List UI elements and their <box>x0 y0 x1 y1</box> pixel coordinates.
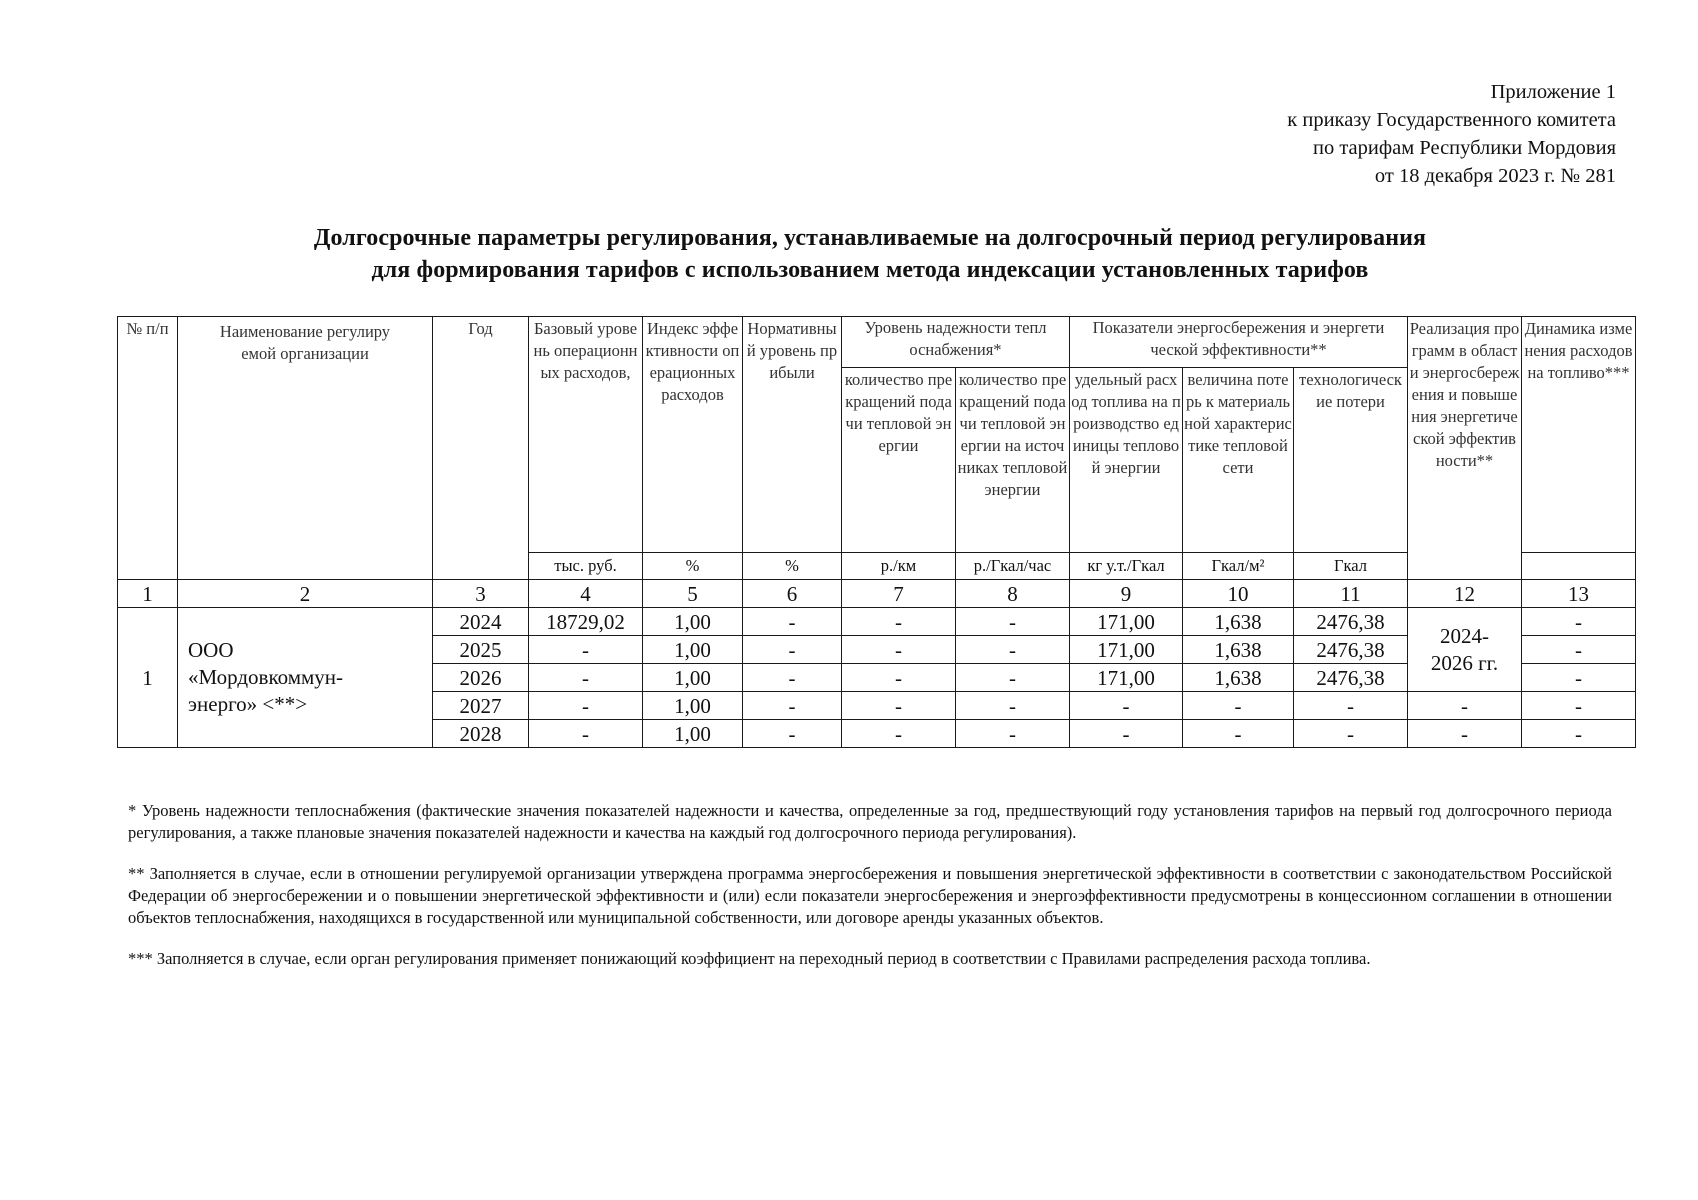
header-energy-sub-1: удельный расход топлива на производство единицы тепловой энергии <box>1070 368 1183 553</box>
col-num: 8 <box>956 580 1070 608</box>
header-energy-sub-3: технологические потери <box>1294 368 1408 553</box>
col-num: 7 <box>842 580 956 608</box>
organization-line-1: ООО <box>188 638 234 662</box>
cell-losses: 1,638 <box>1183 636 1294 664</box>
footnotes <box>128 800 1612 989</box>
row-number: 1 <box>118 608 178 748</box>
appendix-line-3: по тарифам Республики Мордовия <box>1312 137 1616 159</box>
cell-profit: - <box>743 636 842 664</box>
cell-fuel-dynamics: - <box>1522 664 1636 692</box>
cell-losses: 1,638 <box>1183 608 1294 636</box>
col-num: 13 <box>1522 580 1636 608</box>
col-num: 11 <box>1294 580 1408 608</box>
cell-efficiency-index: 1,00 <box>643 636 743 664</box>
cell-efficiency-index: 1,00 <box>643 720 743 748</box>
cell-fuel-dynamics: - <box>1522 636 1636 664</box>
cell-reliability-1: - <box>842 608 956 636</box>
cell-reliability-2: - <box>956 720 1070 748</box>
cell-base-opex: - <box>529 664 643 692</box>
table-row <box>118 608 1636 636</box>
cell-fuel-rate: 171,00 <box>1070 608 1183 636</box>
cell-fuel-rate: - <box>1070 692 1183 720</box>
footnote-fuel: *** Заполняется в случае, если орган регулирования применяет понижающий коэффициент на переходный период в соответствии с Правилами распределения расхода топлива. <box>128 949 1371 968</box>
cell-reliability-2: - <box>956 608 1070 636</box>
header-fuel-dynamics: Динамика изменения расходов на топливо*** <box>1522 317 1636 553</box>
organization-line-2: «Мордовкоммун- <box>188 665 344 689</box>
header-programs: Реализация программ в области энергосбережения и повышения энергетической эффективности** <box>1408 317 1522 580</box>
cell-year: 2026 <box>433 664 529 692</box>
cell-profit: - <box>743 664 842 692</box>
cell-reliability-2: - <box>956 692 1070 720</box>
cell-losses: - <box>1183 720 1294 748</box>
cell-reliability-1: - <box>842 664 956 692</box>
cell-efficiency-index: 1,00 <box>643 692 743 720</box>
parameters-table <box>117 316 1636 748</box>
col-num: 3 <box>433 580 529 608</box>
cell-profit: - <box>743 720 842 748</box>
program-period-line-2: 2026 гг. <box>1430 650 1499 675</box>
cell-reliability-2: - <box>956 664 1070 692</box>
col-num: 10 <box>1183 580 1294 608</box>
col-num: 6 <box>743 580 842 608</box>
unit-fuel-empty <box>1522 553 1636 580</box>
header-row-1 <box>118 317 1636 368</box>
cell-year: 2024 <box>433 608 529 636</box>
cell-profit: - <box>743 608 842 636</box>
cell-year: 2028 <box>433 720 529 748</box>
unit-efficiency-index: % <box>643 553 743 580</box>
header-reliability-sub-1: количество прекращений подачи тепловой энергии <box>842 368 956 553</box>
cell-fuel-rate: 171,00 <box>1070 636 1183 664</box>
col-num: 1 <box>118 580 178 608</box>
cell-tech-losses: 2476,38 <box>1294 636 1408 664</box>
column-numbers-row <box>118 580 1636 608</box>
cell-reliability-1: - <box>842 692 956 720</box>
program-period-line-1: 2024- <box>1440 623 1489 648</box>
unit-energy-2: Гкал/м² <box>1183 553 1294 580</box>
col-num: 2 <box>178 580 433 608</box>
col-num: 5 <box>643 580 743 608</box>
appendix-line-2: к приказу Государственного комитета <box>1287 109 1616 131</box>
unit-energy-3: Гкал <box>1294 553 1408 580</box>
col-num: 4 <box>529 580 643 608</box>
cell-reliability-1: - <box>842 636 956 664</box>
appendix-line-4: от 18 декабря 2023 г. № 281 <box>1374 165 1616 187</box>
cell-fuel-rate: 171,00 <box>1070 664 1183 692</box>
cell-fuel-dynamics: - <box>1522 692 1636 720</box>
cell-profit: - <box>743 692 842 720</box>
cell-reliability-1: - <box>842 720 956 748</box>
footnote-reliability: * Уровень надежности теплоснабжения (фактические значения показателей надежности и качества, определенные за год, предшествующий году установления тарифов на первый год долгосрочного периода регулирования, а также плановые значения показателей надежности и качества на каждый год долгосрочного периода регулирования). <box>128 801 1612 842</box>
header-reliability-sub-2: количество прекращений подачи тепловой энергии на источниках тепловой энергии <box>956 368 1070 553</box>
unit-profit: % <box>743 553 842 580</box>
cell-year: 2027 <box>433 692 529 720</box>
cell-base-opex: - <box>529 636 643 664</box>
title-line-1: Долгосрочные параметры регулирования, устанавливаемые на долгосрочный период регулирования <box>313 225 1427 251</box>
footnote-energy-saving: ** Заполняется в случае, если в отношении регулируемой организации утверждена программа энергосбережения и повышения энергетической эффективности в соответствии с законодательством Российской Федерации об энергосбережении и о повышении энергетической эффективности и (или) если показатели энергосбережения и энергоэффективности предусмотрены в концессионном соглашении в отношении объектов теплоснабжения, находящихся в государственной или муниципальной собственности, или договоре аренды указанных объектов. <box>128 864 1612 927</box>
header-year: Год <box>433 317 529 580</box>
appendix-block <box>1287 78 1616 190</box>
unit-reliability-2: р./Гкал/час <box>956 553 1070 580</box>
appendix-line-1: Приложение 1 <box>1490 81 1616 103</box>
cell-tech-losses: - <box>1294 720 1408 748</box>
cell-tech-losses: 2476,38 <box>1294 608 1408 636</box>
header-efficiency-index: Индекс эффективности операционных расходов <box>643 317 743 553</box>
organization-line-3: энерго» <**> <box>188 692 308 716</box>
cell-year: 2025 <box>433 636 529 664</box>
header-no: № п/п <box>118 317 178 580</box>
organization-name <box>178 608 433 748</box>
cell-losses: 1,638 <box>1183 664 1294 692</box>
title-line-2: для формирования тарифов с использованием метода индексации установленных тарифов <box>371 257 1369 283</box>
cell-base-opex: 18729,02 <box>529 608 643 636</box>
header-energy-efficiency: Показатели энергосбережения и энергетической эффективности** <box>1070 317 1408 368</box>
header-base-opex: Базовый уровень операционных расходов, <box>529 317 643 553</box>
cell-efficiency-index: 1,00 <box>643 608 743 636</box>
cell-fuel-dynamics: - <box>1522 608 1636 636</box>
cell-base-opex: - <box>529 720 643 748</box>
header-profit: Нормативный уровень прибыли <box>743 317 842 553</box>
cell-fuel-rate: - <box>1070 720 1183 748</box>
cell-tech-losses: 2476,38 <box>1294 664 1408 692</box>
unit-reliability-1: р./км <box>842 553 956 580</box>
unit-energy-1: кг у.т./Гкал <box>1070 553 1183 580</box>
col-num: 12 <box>1408 580 1522 608</box>
col-num: 9 <box>1070 580 1183 608</box>
cell-program: - <box>1408 692 1522 720</box>
cell-tech-losses: - <box>1294 692 1408 720</box>
header-organization: Наименование регулируемой организации <box>178 317 433 580</box>
document-title <box>0 222 1698 286</box>
cell-reliability-2: - <box>956 636 1070 664</box>
header-energy-sub-2: величина потерь к материальной характеристике тепловой сети <box>1183 368 1294 553</box>
cell-base-opex: - <box>529 692 643 720</box>
unit-base-opex: тыс. руб. <box>529 553 643 580</box>
cell-program: - <box>1408 720 1522 748</box>
cell-fuel-dynamics: - <box>1522 720 1636 748</box>
cell-efficiency-index: 1,00 <box>643 664 743 692</box>
cell-losses: - <box>1183 692 1294 720</box>
program-period <box>1408 608 1522 692</box>
header-reliability: Уровень надежности теплоснабжения* <box>842 317 1070 368</box>
